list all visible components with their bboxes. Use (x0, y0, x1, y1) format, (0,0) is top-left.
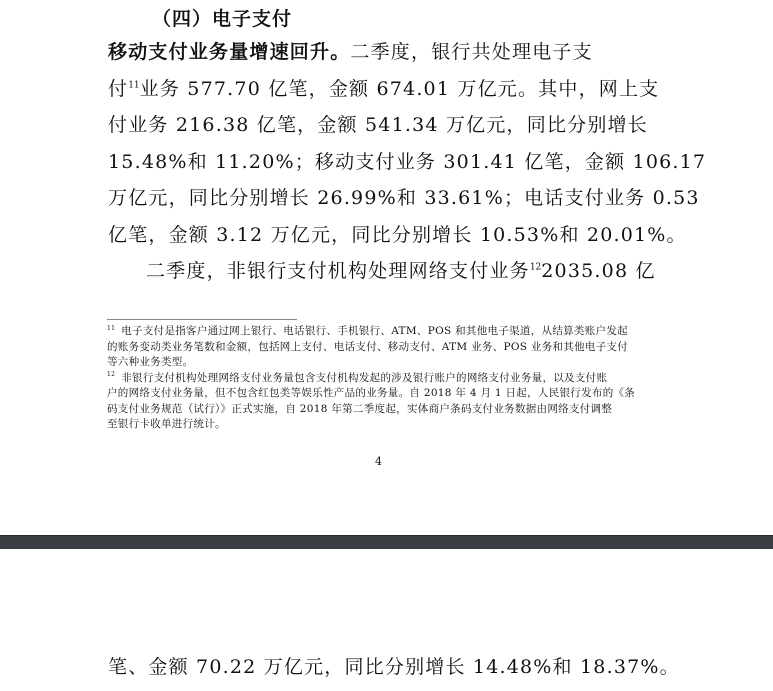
page-separator (0, 535, 773, 550)
paragraph-continuation (108, 649, 680, 686)
page-number: 4 (375, 455, 382, 468)
footnote-reference-11[interactable]: 11 (128, 80, 140, 91)
text-line: 移动支付业务量增速回升。二季度，银行共处理电子支 (108, 41, 593, 63)
section-heading: （四）电子支付 (152, 8, 293, 30)
footnote-reference-12[interactable]: 12 (529, 262, 542, 273)
footnote-11: $^{11}$ 电子支付是指客户通过网上银行、电话银行、手机银行、ATM、POS 和其他电子渠道，从结算类账户发起 的账务变动类业务笔数和金额，包括网上支付、电话支付、移动支付、ATM 业务、POS 业务和其他电子支付 等六种业务类型。 (107, 324, 629, 368)
text-line: 15.48%和 11.20%；移动支付业务 301.41 亿笔，金额 106.17 (108, 150, 707, 173)
footnote-mark: 11 (107, 324, 116, 332)
footnote-12: $^{12}$ 非银行支付机构处理网络支付业务量包含支付机构发起的涉及银行账户的网络支付业务量，以及支付账 户的网络支付业务量，但不包含红包类等娱乐性产品的业务量。自 2018 年 4 月 1 日起，人民银行发布的《条 码支付业务规范（试行）》正式实施，自 2018 年第二季度起，实体商户条码支付业务数据由网络支付调整 至银行卡收单进行统计。 (107, 371, 636, 430)
text-line: 付$^{11}$业务 577.70 亿笔，金额 674.01 万亿元。其中，网上支 (108, 77, 660, 100)
text-line: 二季度，非银行支付机构处理网络支付业务$^{12}$2035.08 亿 (146, 260, 656, 282)
text-line: 万亿元，同比分别增长 26.99%和 33.61%；电话支付业务 0.53 (108, 187, 700, 209)
footnotes (107, 324, 667, 433)
text-line: 付业务 216.38 亿笔，金额 541.34 万亿元，同比分别增长 (108, 114, 648, 136)
footnote-divider (107, 319, 297, 320)
lead-sentence: 移动支付业务量增速回升。 (108, 41, 351, 63)
document-page-5 (0, 549, 773, 691)
paragraph-electronic-payment (108, 34, 707, 253)
paragraph-nonbank-payment (108, 253, 668, 290)
footnote-mark: 12 (107, 371, 116, 378)
text-line: 笔、金额 70.22 万亿元，同比分别增长 14.48%和 18.37%。 (108, 656, 680, 678)
text-line: 亿笔，金额 3.12 万亿元，同比分别增长 10.53%和 20.01%。 (108, 223, 687, 246)
